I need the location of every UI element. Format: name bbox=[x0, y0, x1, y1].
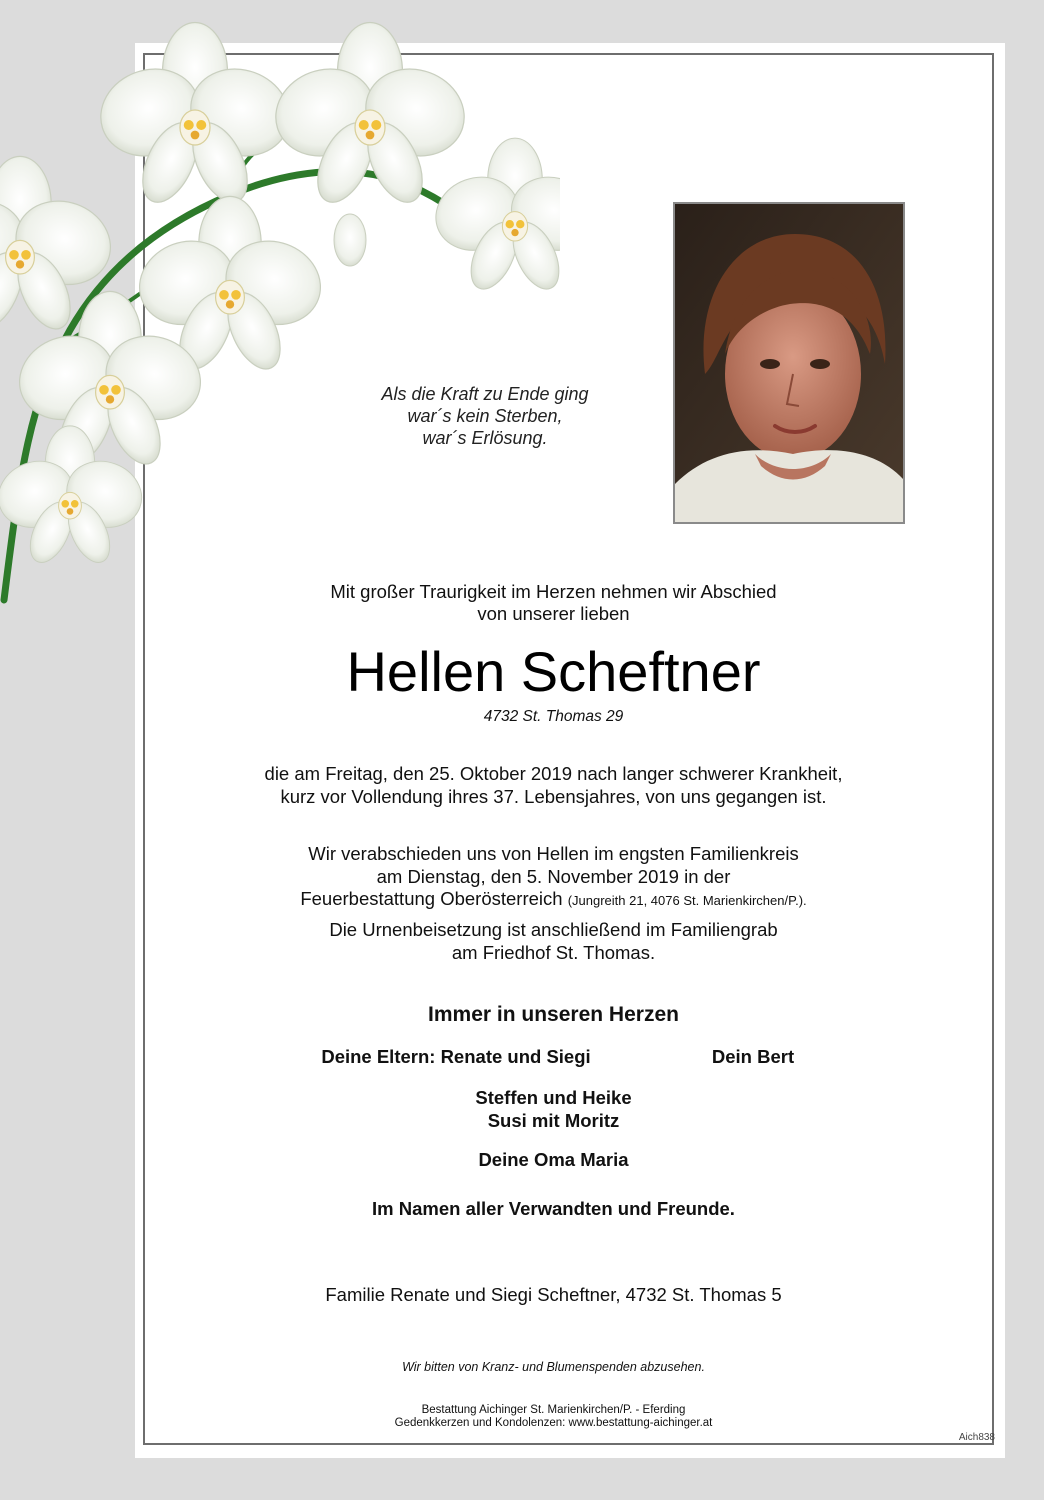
death-notice-line: kurz vor Vollendung ihres 37. Lebensjahres, von uns gegangen ist. bbox=[280, 786, 827, 807]
template-code: Aich838 bbox=[958, 1432, 995, 1443]
orchid-flower bbox=[263, 23, 476, 211]
crematorium-address: (Jungreith 21, 4076 St. Marienkirchen/P.). bbox=[567, 893, 807, 908]
death-notice-line: die am Freitag, den 25. Oktober 2019 nach langer schwerer Krankheit, bbox=[264, 763, 843, 784]
intro-text bbox=[240, 581, 867, 625]
quote-line: Als die Kraft zu Ende ging bbox=[381, 384, 589, 404]
donation-request: Wir bitten von Kranz- und Blumenspenden abzusehen. bbox=[402, 1360, 705, 1374]
family-address: Familie Renate und Siegi Scheftner, 4732 St. Thomas 5 bbox=[325, 1284, 782, 1305]
undertaker-info bbox=[240, 1404, 867, 1430]
portrait-photo bbox=[673, 202, 905, 524]
quote-line: war´s Erlösung. bbox=[422, 428, 548, 448]
intro-line: Mit großer Traurigkeit im Herzen nehmen wir Abschied bbox=[330, 581, 777, 602]
urn-line: Die Urnenbeisetzung ist anschließend im Familiengrab bbox=[329, 919, 778, 940]
service-location bbox=[200, 888, 907, 913]
orchid-flower bbox=[426, 138, 560, 296]
service-line: Wir verabschieden uns von Hellen im engsten Familienkreis bbox=[308, 843, 799, 864]
mourners-grandmother: Deine Oma Maria bbox=[478, 1149, 629, 1170]
mourner-sibling: Susi mit Moritz bbox=[487, 1110, 620, 1131]
orchid-decoration bbox=[0, 0, 560, 620]
intro-line: von unserer lieben bbox=[477, 603, 630, 624]
mourners-parents: Deine Eltern: Renate und Siegi bbox=[321, 1046, 591, 1067]
service-line: am Dienstag, den 5. November 2019 in der bbox=[376, 865, 731, 887]
quote-line: war´s kein Sterben, bbox=[407, 406, 563, 426]
urn-line: am Friedhof St. Thomas. bbox=[451, 942, 656, 963]
mourners-siblings bbox=[240, 1086, 867, 1132]
crematorium-name: Feuerbestattung Oberösterreich bbox=[300, 888, 563, 909]
portrait-illustration bbox=[675, 204, 903, 522]
deceased-address: 4732 St. Thomas 29 bbox=[483, 708, 624, 725]
deceased-name: Hellen Scheftner bbox=[346, 640, 761, 703]
undertaker-line: Bestattung Aichinger St. Marienkirchen/P. - Eferding bbox=[421, 1404, 686, 1416]
mourners-relatives: Im Namen aller Verwandten und Freunde. bbox=[372, 1198, 735, 1219]
memorial-quote bbox=[305, 383, 665, 449]
undertaker-line: Gedenkkerzen und Kondolenzen: www.bestattung-aichinger.at bbox=[394, 1417, 713, 1429]
death-notice bbox=[200, 762, 907, 808]
mourners-partner: Dein Bert bbox=[711, 1046, 795, 1067]
service-notice bbox=[200, 843, 907, 913]
urn-burial-notice bbox=[200, 918, 907, 964]
mourners-heading: Immer in unseren Herzen bbox=[428, 1003, 679, 1026]
mourner-sibling: Steffen und Heike bbox=[475, 1087, 632, 1108]
orchid-bud bbox=[334, 214, 366, 266]
